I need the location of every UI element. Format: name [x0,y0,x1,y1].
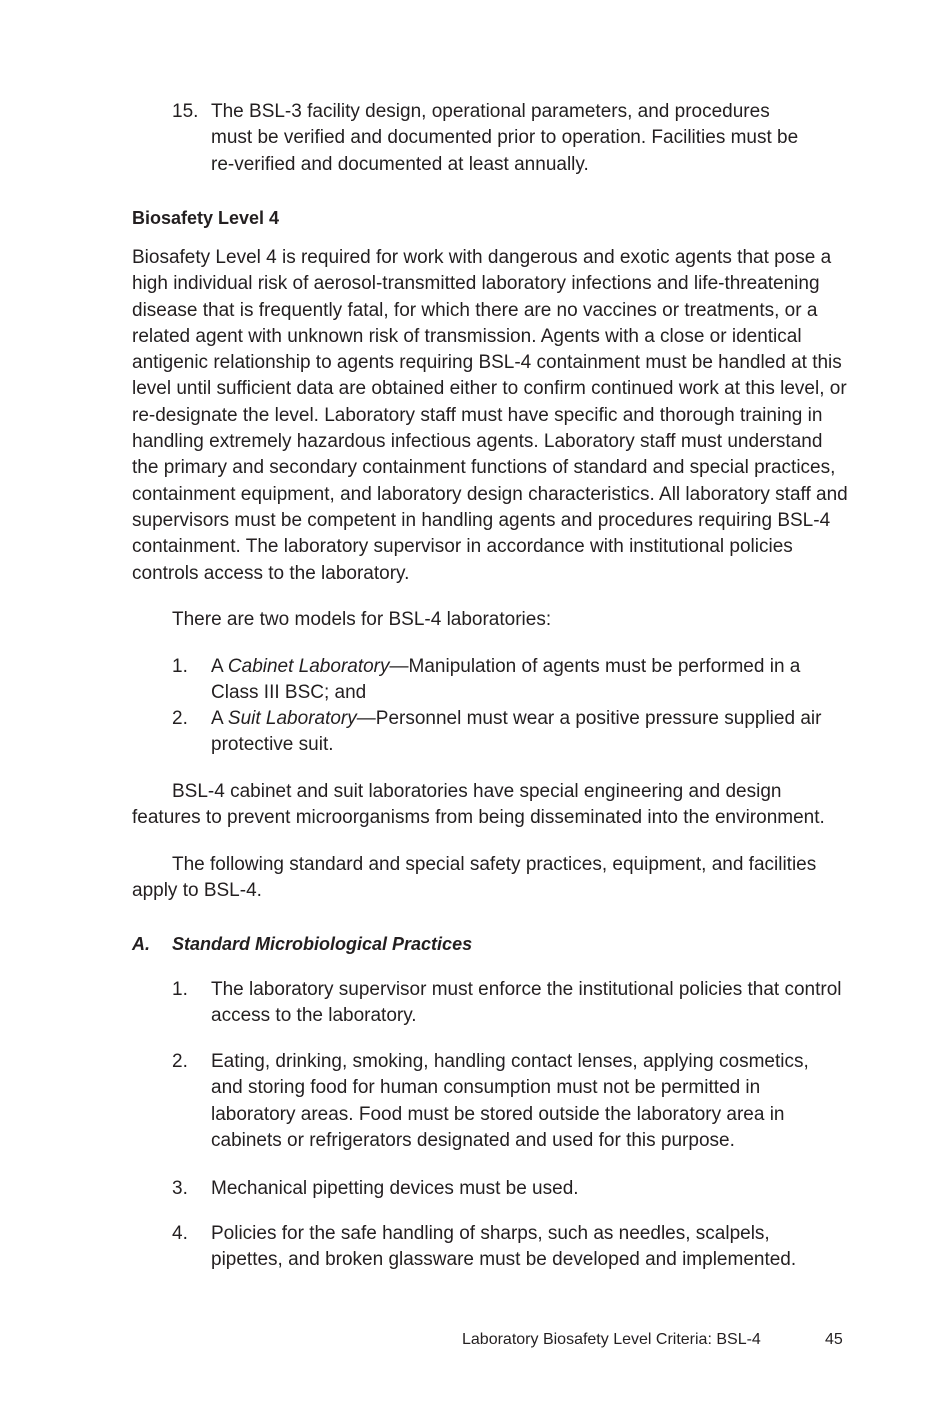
paragraph: The following standard and special safety practices, equipment, and facilities apply to BSL-4. [132,854,817,902]
section-heading: Biosafety Level 4 [132,208,280,228]
paragraph: BSL-4 cabinet and suit laboratories have special engineering and design features to prevent microorganisms from being disseminated into the environment. [132,781,825,829]
intro-paragraph: Biosafety Level 4 is required for work with dangerous and exotic agents that pose a high individual risk of aerosol-transmitted laboratory infections and life-threatening disease that is frequently fatal, for which there are no vaccines or treatments, or a related agent with unknown risk of transmission. Agents with a close or identical antigenic relationship to agents requiring BSL-4 containment must be handled at this level until sufficient data are obtained either to confirm continued work at this level, or re-designate the level. Laboratory staff must have specific and thorough training in handling extremely hazardous infectious agents. Laboratory staff must understand the primary and secondary containment functions of standard and special practices, containment equipment, and laboratory design characteristics. All laboratory staff and supervisors must be competent in handling agents and procedures requiring BSL-4 containment. The laboratory supervisor in accordance with institutional policies controls access to the laboratory. [132,247,848,584]
list-item: 15. The BSL-3 facility design, operational parameters, and procedures must be verified and documented prior to operation. Facilities must be re-verified and documented at least annually. [172,101,799,175]
list-item: 1. The laboratory supervisor must enforce the institutional policies that control access to the laboratory. [172,979,842,1027]
footer-title: Laboratory Biosafety Level Criteria: BSL-4 [462,1331,761,1348]
models-intro: There are two models for BSL-4 laboratories: [172,609,552,630]
list-item: 2. A Suit Laboratory—Personnel must wear a positive pressure supplied air protective suit. [172,708,822,756]
list-item: 4. Policies for the safe handling of sharps, such as needles, scalpels, pipettes, and broken glassware must be developed and implemented. [172,1223,797,1271]
section-a-heading: A. Standard Microbiological Practices [132,934,473,954]
page-number: 45 [825,1331,843,1348]
list-item: 1. A Cabinet Laboratory—Manipulation of agents must be performed in a Class III BSC; and [172,656,801,704]
list-item: 3. Mechanical pipetting devices must be used. [172,1178,579,1199]
list-item: 2. Eating, drinking, smoking, handling contact lenses, applying cosmetics, and storing food for human consumption must not be permitted in laboratory areas. Food must be stored outside the laboratory area in cabinets or refrigerators designated and used for this purpose. [172,1051,809,1151]
